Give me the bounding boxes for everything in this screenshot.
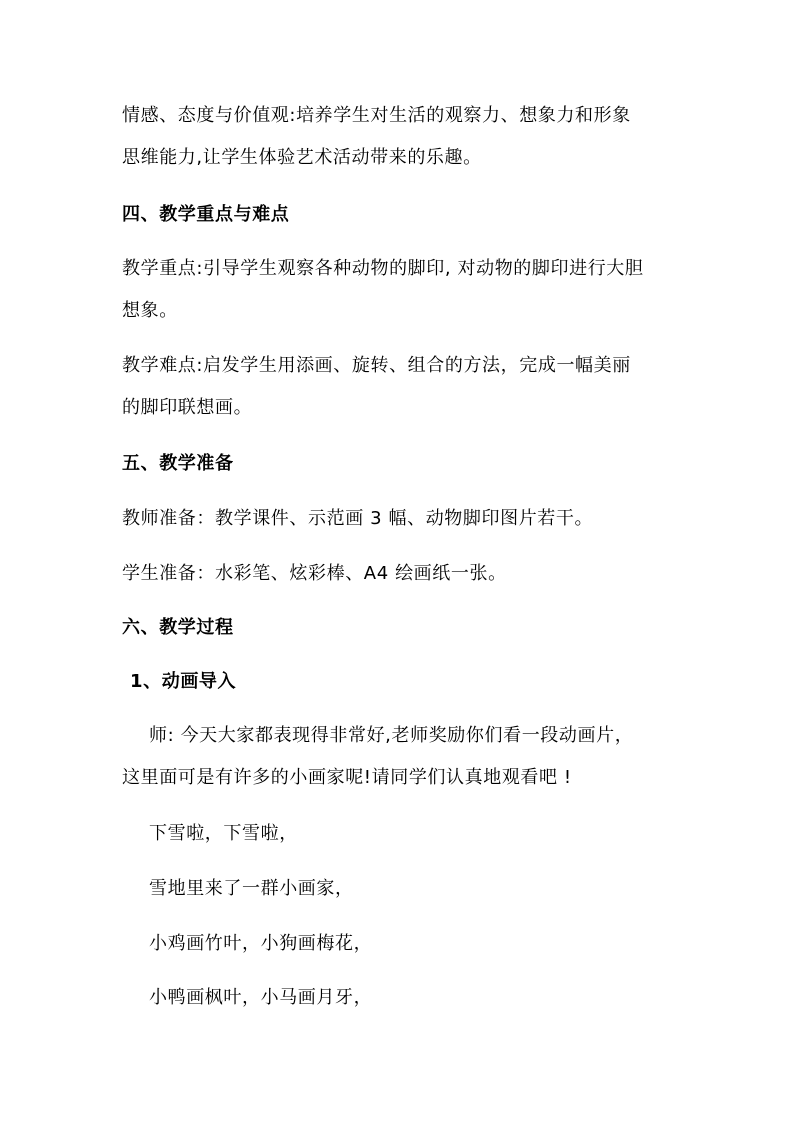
difficulty-line-1: 教学难点:启发学生用添画、旋转、组合的方法，完成一幅美丽 bbox=[122, 355, 631, 376]
poem-line: 雪地里来了一群小画家， bbox=[149, 878, 354, 899]
key-point-line-1: 教学重点:引导学生观察各种动物的脚印, 对动物的脚印进行大胆 bbox=[122, 258, 644, 279]
teacher-speech-line-2: 这里面可是有许多的小画家呢!请同学们认真地观看吧 ! bbox=[122, 767, 572, 788]
poem-line: 小鸭画枫叶，小马画月牙， bbox=[149, 987, 373, 1008]
section-heading-process: 六、教学过程 bbox=[122, 617, 234, 638]
poem-line: 小鸡画竹叶，小狗画梅花， bbox=[149, 933, 373, 954]
section-heading-key-points: 四、教学重点与难点 bbox=[122, 204, 290, 225]
teacher-preparation: 教师准备：教学课件、示范画 3 幅、动物脚印图片若干。 bbox=[122, 508, 594, 529]
difficulty-line-2: 的脚印联想画。 bbox=[122, 397, 253, 418]
attitude-goal-line-1: 情感、态度与价值观:培养学生对生活的观察力、想象力和形象 bbox=[122, 105, 631, 126]
key-point-line-2: 想象。 bbox=[122, 300, 178, 321]
teacher-speech-line-1: 师: 今天大家都表现得非常好,老师奖励你们看一段动画片， bbox=[149, 725, 634, 746]
poem-line: 下雪啦，下雪啦， bbox=[149, 823, 298, 844]
attitude-goal-line-2: 思维能力,让学生体验艺术活动带来的乐趣。 bbox=[122, 147, 482, 168]
student-preparation: 学生准备：水彩笔、炫彩棒、A4 绘画纸一张。 bbox=[122, 563, 507, 584]
section-heading-preparation: 五、教学准备 bbox=[122, 453, 234, 474]
subsection-heading-animation-intro: 1、动画导入 bbox=[130, 671, 237, 692]
